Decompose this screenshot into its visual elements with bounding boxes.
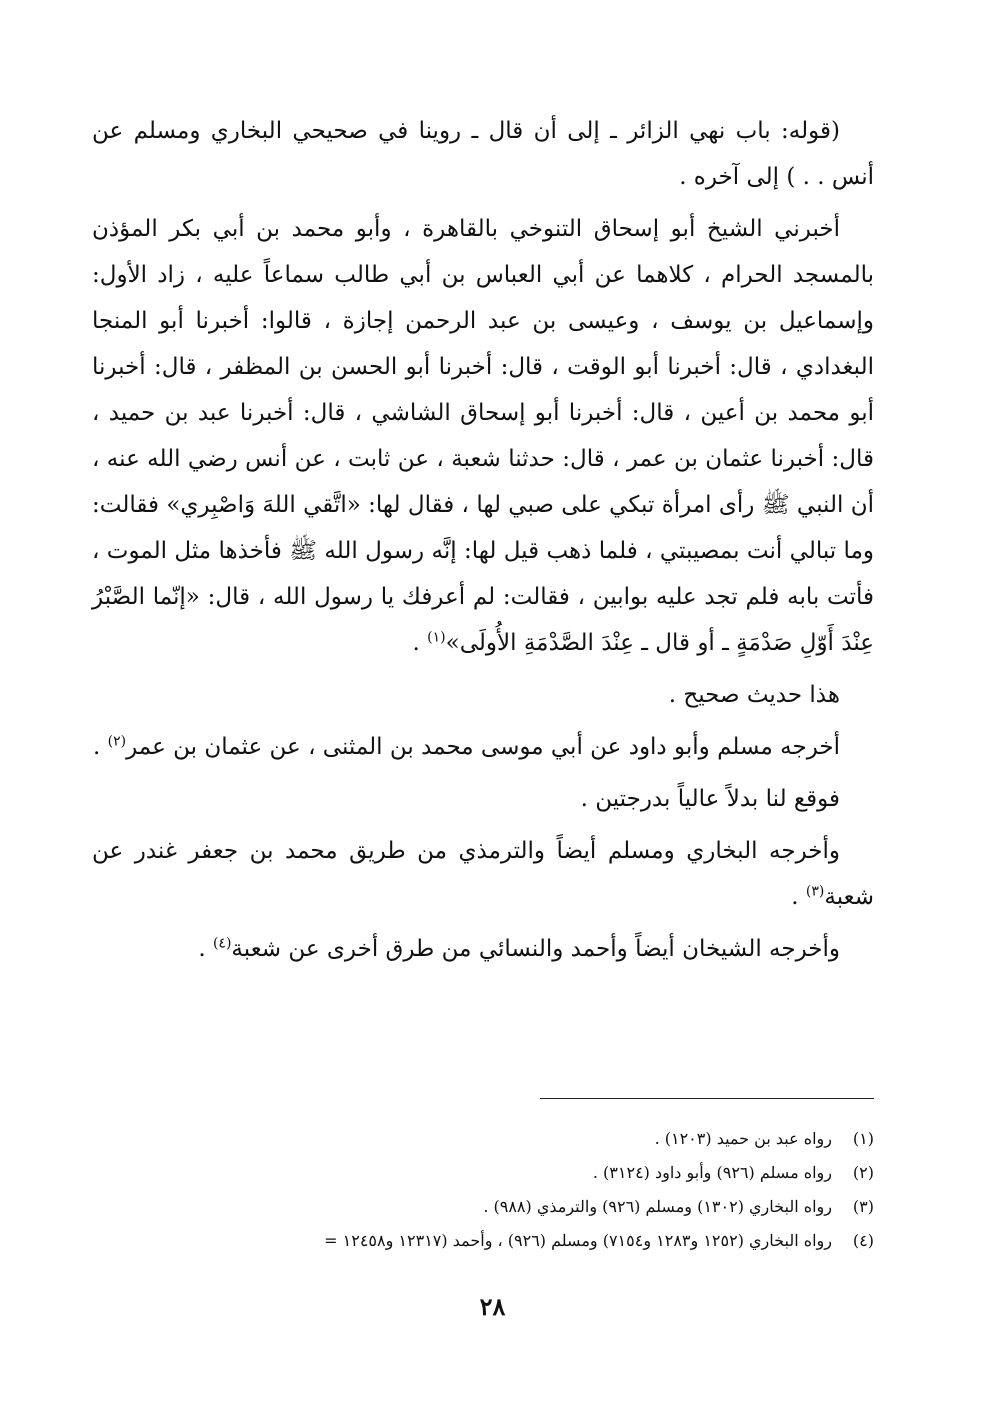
paragraph-text: أخبرني الشيخ أبو إسحاق التنوخي بالقاهرة ، وأبو محمد بن أبي بكر المؤذن بالمسجد الحرام ، كلاهما عن أبي العباس بن أبي طالب سماعاً عليه ، زاد الأول: وإسماعيل بن يوسف ، وعيسى بن عبد الرحمن إجازة ، قالوا: أخبرنا أبو المنجا البغدادي ، قال: أخبرنا أبو الوقت ، قال: أخبرنا أبو الحسن بن المظفر ، قال: أخبرنا أبو محمد بن أعين ، قال: أخبرنا أبو إسحاق الشاشي ، قال: أخبرنا عبد بن حميد ، قال: أخبرنا عثمان بن عمر ، قال: حدثنا شعبة ، عن ثابت ، عن أنس رضي الله عنه ، أن النبي ﷺ رأى امرأة تبكي على صبي لها ، فقال لها: «اتَّقي اللهَ وَاصْبِري» فقالت: وما تبالي أنت بمصيبتي ، فلما ذهب قيل لها: إنَّه رسول الله ﷺ فأخذها مثل الموت ، فأتت بابه فلم تجد عليه بوابين ، فقالت: لم أعرفك يا رسول الله ، قال: «إنّما الصَّبْرُ عِنْدَ أَوّلِ صَدْمَةٍ ـ أو قال ـ عِنْدَ الصَّدْمَةِ الأُولَى» <box>92 216 874 656</box>
paragraph-text: هذا حديث صحيح . <box>668 682 840 708</box>
footnote-marker[interactable]: (٤) <box>212 935 232 952</box>
paragraph-takhrij-shaykhan <box>92 926 874 972</box>
paragraph-takhrij-bukhari <box>92 828 874 920</box>
paragraph-takhrij-muslim <box>92 724 874 770</box>
footnote-item <box>92 1156 874 1190</box>
paragraph-tail: . <box>198 936 213 962</box>
footnote-item <box>92 1224 874 1258</box>
paragraph-text: وأخرجه البخاري ومسلم أيضاً والترمذي من طريق محمد بن جعفر غندر عن شعبة <box>92 838 874 910</box>
footnote-number: (٣) <box>852 1197 874 1216</box>
page-number: ٢٨ <box>479 1292 506 1321</box>
paragraph-isnad <box>92 206 874 666</box>
paragraph-text: (قوله: باب نهي الزائر ـ إلى أن قال ـ روينا في صحيحي البخاري ومسلم عن أنس . . ) إلى آخره . <box>92 118 874 190</box>
paragraph-text: وأخرجه الشيخان أيضاً وأحمد والنسائي من طرق أخرى عن شعبة <box>231 936 840 962</box>
footnote-marker[interactable]: (٢) <box>107 733 127 750</box>
footnote-number: (٢) <box>852 1163 874 1182</box>
footnote-number: (٤) <box>852 1231 874 1250</box>
paragraph-heading-quote <box>92 108 874 200</box>
footnotes <box>92 1122 874 1258</box>
footnote-item <box>92 1122 874 1156</box>
footnote-text: رواه البخاري (١٣٠٢) ومسلم (٩٢٦) والترمذي (٩٨٨) . <box>483 1197 832 1216</box>
paragraph-text: فوقع لنا بدلاً عالياً بدرجتين . <box>580 786 840 812</box>
footnote-text: رواه مسلم (٩٢٦) وأبو داود (٣١٢٤) . <box>592 1163 832 1182</box>
footnote-marker[interactable]: (١) <box>427 629 446 646</box>
paragraph-grading <box>92 672 874 718</box>
footnote-item <box>92 1190 874 1224</box>
main-text <box>92 108 874 978</box>
paragraph-tail: . <box>791 884 806 910</box>
footnote-marker[interactable]: (٣) <box>805 883 825 900</box>
paragraph-badal <box>92 776 874 822</box>
footnote-text: رواه البخاري (١٢٥٢ و١٢٨٣ و٧١٥٤) ومسلم (٩٢٦) ، وأحمد (١٢٣١٧ و١٢٤٥٨ = <box>324 1231 832 1250</box>
footnote-number: (١) <box>852 1129 874 1148</box>
footnote-separator <box>540 1098 874 1099</box>
paragraph-text: أخرجه مسلم وأبو داود عن أبي موسى محمد بن المثنى ، عن عثمان بن عمر <box>126 734 840 760</box>
footnote-text: رواه عبد بن حميد (١٢٠٣) . <box>654 1129 832 1148</box>
paragraph-tail: . <box>412 630 428 656</box>
paragraph-tail: . <box>93 734 108 760</box>
